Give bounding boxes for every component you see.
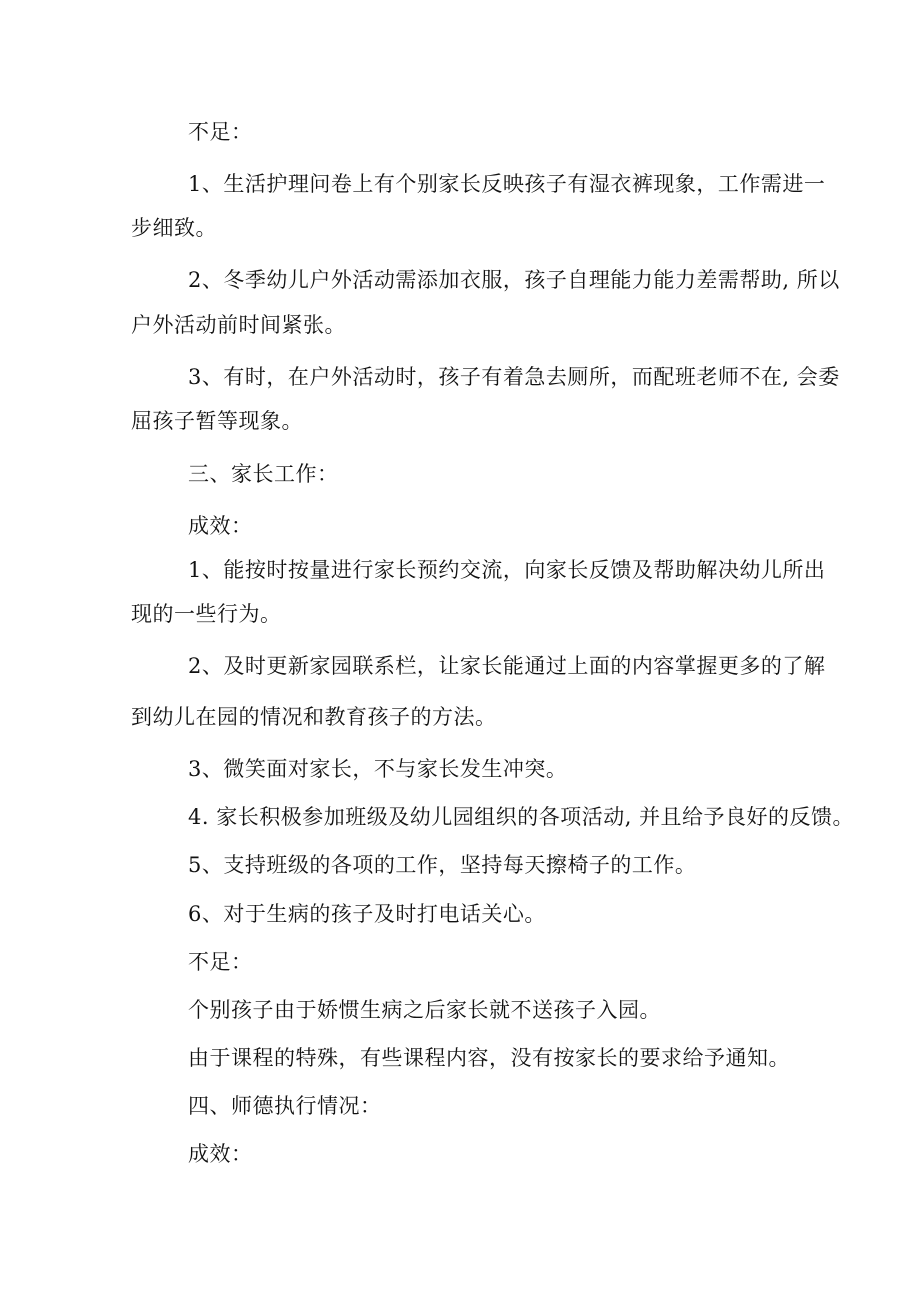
paragraph-line: 3、有时，在户外活动时，孩子有着急去厕所，而配班老师不在, 会委 [188,365,840,389]
section-heading-parent-work: 三、家长工作： [188,462,339,486]
section-heading-shortcomings: 不足： [188,950,253,974]
paragraph-line: 由于课程的特殊，有些课程内容，没有按家长的要求给予通知。 [188,1046,790,1070]
paragraph-line: 2、冬季幼儿户外活动需添加衣服，孩子自理能力能力差需帮助, 所以 [188,268,840,292]
paragraph-line: 1、生活护理问卷上有个别家长反映孩子有湿衣裤现象，工作需进一 [188,172,826,196]
paragraph-line: 步细致。 [131,216,217,240]
paragraph-line: 1、能按时按量进行家长预约交流，向家长反馈及帮助解决幼儿所出 [188,558,826,582]
section-heading-teacher-ethics: 四、师德执行情况： [188,1094,382,1118]
paragraph-line: 现的一些行为。 [131,602,282,626]
section-heading-shortcomings: 不足： [188,120,253,144]
paragraph-line: 屈孩子暂等现象。 [131,409,303,433]
section-heading-results: 成效： [188,514,253,538]
paragraph-line: 5、支持班级的各项的工作，坚持每天擦椅子的工作。 [188,853,697,877]
paragraph-line: 户外活动前时间紧张。 [131,313,346,337]
paragraph-line: 6、对于生病的孩子及时打电话关心。 [188,902,546,926]
paragraph-line: 3、微笑面对家长，不与家长发生冲突。 [188,757,568,781]
paragraph-line: 4. 家长积极参加班级及幼儿园组织的各项活动, 并且给予良好的反馈。 [188,805,855,829]
section-heading-results: 成效： [188,1142,253,1166]
paragraph-line: 2、及时更新家园联系栏，让家长能通过上面的内容掌握更多的了解 [188,654,826,678]
paragraph-line: 到幼儿在园的情况和教育孩子的方法。 [131,705,497,729]
paragraph-line: 个别孩子由于娇惯生病之后家长就不送孩子入园。 [188,998,661,1022]
